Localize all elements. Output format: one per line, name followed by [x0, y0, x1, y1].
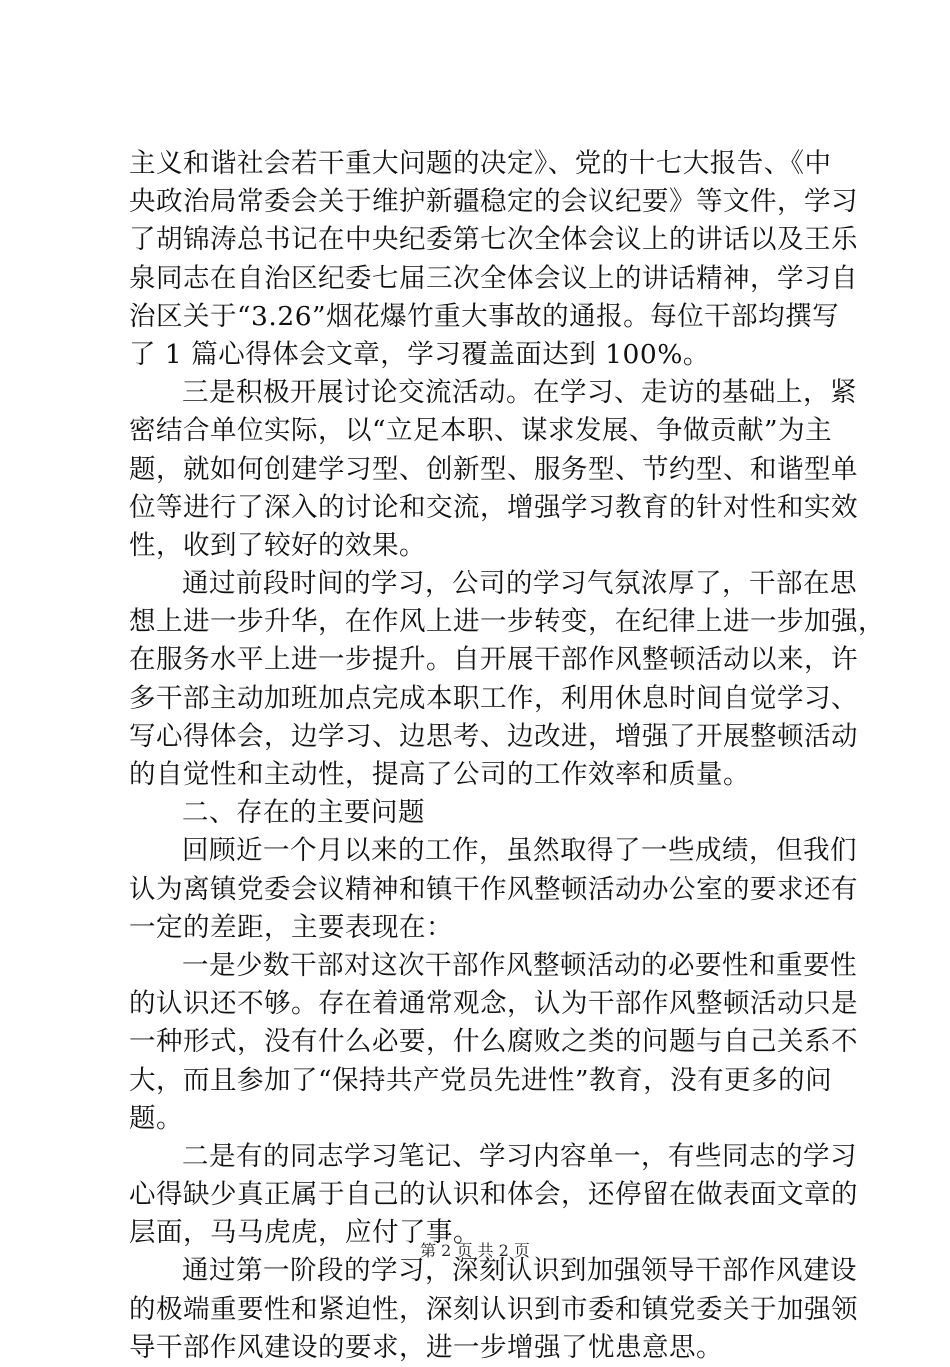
text-line: 题。	[129, 1102, 183, 1134]
text-line: 央政治局常委会关于维护新疆稳定的会议纪要》等文件，学习	[129, 186, 858, 218]
text-line: 密结合单位实际，以“立足本职、谋求发展、争做贡献”为主	[129, 415, 833, 447]
text-line: 主义和谐社会若干重大问题的决定》、党的十七大报告、《中	[129, 148, 832, 179]
paragraph	[129, 832, 858, 947]
text-line: 一是少数干部对这次干部作风整顿活动的必要性和重要性	[182, 949, 857, 981]
paragraph	[129, 145, 858, 374]
text-line: 通过前段时间的学习，公司的学习气氛浓厚了，干部在思	[182, 568, 857, 600]
text-line: 了 1 篇心得体会文章，学习覆盖面达到 100%。	[129, 338, 710, 370]
text-line: 的自觉性和主动性，提高了公司的工作效率和质量。	[129, 759, 750, 790]
paragraph	[129, 565, 885, 794]
text-line: 二是有的同志学习笔记、学习内容单一，有些同志的学习	[182, 1140, 857, 1172]
paragraph	[129, 1252, 858, 1367]
text-line: 的极端重要性和紧迫性，深刻认识到市委和镇党委关于加强领	[129, 1293, 858, 1325]
paragraph	[129, 374, 858, 565]
text-line: 泉同志在自治区纪委七届三次全体会议上的讲话精神，学习自	[129, 262, 858, 294]
text-line: 认为离镇党委会议精神和镇干作风整顿活动办公室的要求还有	[129, 873, 858, 905]
text-line: 通过第一阶段的学习，深刻认识到加强领导干部作风建设	[182, 1255, 857, 1287]
text-line: 性，收到了较好的效果。	[129, 529, 426, 561]
paragraph	[129, 794, 834, 832]
text-line: 大，而且参加了“保持共产党员先进性”教育，没有更多的问	[129, 1064, 833, 1096]
text-line: 写心得体会，边学习、边思考、边改进，增强了开展整顿活动	[129, 720, 858, 752]
text-line: 二、存在的主要问题	[182, 797, 425, 829]
document-body	[129, 145, 885, 1367]
text-line: 想上进一步升华，在作风上进一步转变，在纪律上进一步加强，	[129, 606, 885, 638]
text-line: 一定的差距，主要表现在：	[129, 911, 453, 943]
text-line: 题，就如何创建学习型、创新型、服务型、节约型、和谐型单	[129, 453, 858, 485]
paragraph	[129, 947, 858, 1138]
text-line: 治区关于“3.26”烟花爆竹重大事故的通报。每位干部均撰写	[129, 300, 840, 332]
text-line: 一种形式，没有什么必要，什么腐败之类的问题与自己关系不	[129, 1026, 858, 1058]
text-line: 在服务水平上进一步提升。自开展干部作风整顿活动以来，许	[129, 644, 858, 676]
text-line: 的认识还不够。存在着通常观念，认为干部作风整顿活动只是	[129, 988, 858, 1020]
page-number: 第 2 页 共 2 页	[420, 1241, 530, 1260]
page-footer	[0, 1240, 950, 1262]
text-line: 了胡锦涛总书记在中央纪委第七次全体会议上的讲话以及王乐	[129, 224, 858, 256]
text-line: 层面，马马虎虎，应付了事。	[129, 1217, 480, 1249]
text-line: 导干部作风建设的要求，进一步增强了忧患意思。	[129, 1331, 723, 1363]
text-line: 回顾近一个月以来的工作，虽然取得了一些成绩，但我们	[182, 835, 857, 867]
text-line: 心得缺少真正属于自己的认识和体会，还停留在做表面文章的	[129, 1179, 858, 1211]
text-line: 三是积极开展讨论交流活动。在学习、走访的基础上，紧	[182, 377, 857, 409]
text-line: 位等进行了深入的讨论和交流，增强学习教育的针对性和实效	[129, 491, 858, 523]
paragraph	[129, 1138, 858, 1253]
text-line: 多干部主动加班加点完成本职工作，利用休息时间自觉学习、	[129, 682, 858, 714]
